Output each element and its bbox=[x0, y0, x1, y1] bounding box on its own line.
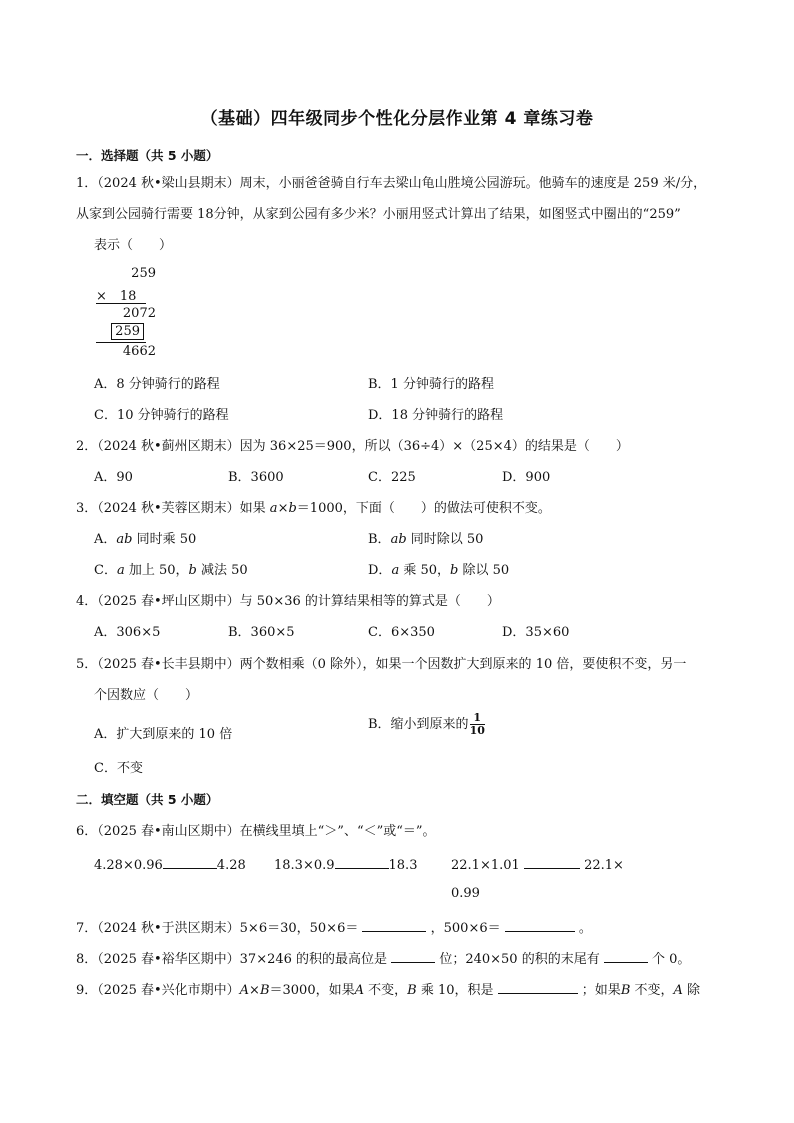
calc-partial-2-boxed bbox=[111, 324, 144, 339]
q2-option-d: D．900 bbox=[502, 470, 551, 485]
q9-text-2: 不变， bbox=[364, 983, 408, 998]
q7-blank-2[interactable] bbox=[505, 917, 575, 932]
q3-b-var: ab bbox=[390, 532, 407, 547]
section-heading-choice: 一．选择题（共 5 小题） bbox=[76, 148, 219, 163]
q8-blank-1[interactable] bbox=[391, 948, 435, 963]
calc-multiplicand: 259 bbox=[131, 266, 156, 281]
q1-option-a: A．8 分钟骑行的路程 bbox=[94, 377, 220, 392]
q6-blank-2[interactable] bbox=[335, 854, 389, 869]
q5-option-a: A．扩大到原来的 10 倍 bbox=[94, 727, 233, 742]
q3-a-text: 同时乘 50 bbox=[132, 532, 197, 547]
q9-text-4: ；如果 bbox=[581, 983, 621, 998]
q6-expr-1-right: 4.28 bbox=[216, 858, 246, 873]
page-title: （基础）四年级同步个性化分层作业第 4 章练习卷 bbox=[200, 109, 594, 129]
q5-b-fraction bbox=[470, 712, 485, 737]
q3-a-var: ab bbox=[116, 532, 133, 547]
q6-expr-3 bbox=[451, 854, 624, 873]
q8-prefix: 8．（2025 春•裕华区期中）37×246 的积的最高位是 bbox=[76, 952, 388, 967]
question-1 bbox=[76, 168, 726, 261]
q9-times: × bbox=[249, 983, 260, 998]
q7-blank-1[interactable] bbox=[362, 917, 426, 932]
q9-text-6: 除 bbox=[682, 983, 701, 998]
calc-rule-1 bbox=[96, 303, 146, 304]
q3-c-mid: 加上 50， bbox=[124, 563, 189, 578]
q6-expr-2-left: 18.3×0.9 bbox=[274, 858, 335, 873]
q6-expr-1 bbox=[94, 854, 246, 873]
q6-blank-3[interactable] bbox=[524, 854, 580, 869]
q3-b-text: 同时除以 50 bbox=[406, 532, 484, 547]
question-1-line-2: 从家到公园骑行需要 18分钟，从家到公园有多少米？小丽用竖式计算出了结果，如图竖式中圈出的“259” bbox=[76, 207, 681, 222]
q9-prefix: 9．（2025 春•兴化市期中） bbox=[76, 983, 240, 998]
q6-expr-2 bbox=[274, 854, 417, 873]
question-7 bbox=[76, 917, 592, 936]
q6-expr-3-right: 22.1× bbox=[584, 858, 624, 873]
q6-expr-3-continued: 0.99 bbox=[451, 886, 480, 901]
q3-c-var-b: b bbox=[188, 563, 197, 578]
calc-partial-1: 2072 bbox=[122, 306, 156, 321]
section-heading-fill: 二．填空题（共 5 小题） bbox=[76, 792, 219, 807]
q2-option-b: B．3600 bbox=[228, 470, 284, 485]
q3-times: × bbox=[277, 501, 289, 516]
q8-blank-2[interactable] bbox=[604, 948, 648, 963]
q9-var-b-3: B bbox=[620, 983, 631, 998]
calc-partial-2: 259 bbox=[111, 323, 144, 340]
q3-prefix: 3．（2024 秋•芙蓉区期末）如果 bbox=[76, 501, 270, 516]
q1-option-c: C．10 分钟骑行的路程 bbox=[94, 408, 229, 423]
q9-var-b-1: B bbox=[259, 983, 270, 998]
q9-var-a-1: A bbox=[239, 983, 250, 998]
q3-var-a: a bbox=[269, 501, 278, 516]
q6-blank-1[interactable] bbox=[163, 854, 217, 869]
q3-var-b: b bbox=[288, 501, 297, 516]
q9-var-a-2: A bbox=[354, 983, 364, 998]
q6-expr-1-left: 4.28×0.96 bbox=[94, 858, 163, 873]
question-3 bbox=[76, 497, 551, 516]
q3-c-letter: C． bbox=[94, 563, 117, 578]
question-6: 6．（2025 春•南山区期中）在横线里填上“＞”、“＜”或“＝”。 bbox=[76, 824, 436, 839]
question-5-line-1: 5．（2025 春•长丰县期中）两个数相乘（0 除外），如果一个因数扩大到原来的 10 倍，要使积不变，另一 bbox=[76, 657, 687, 672]
fraction-numerator: 1 bbox=[470, 712, 485, 725]
q3-option-c bbox=[94, 559, 248, 578]
q2-option-c: C．225 bbox=[368, 470, 416, 485]
fraction-denominator: 10 bbox=[469, 724, 485, 737]
q3-option-a bbox=[94, 528, 196, 547]
q9-var-b-2: B bbox=[407, 983, 417, 998]
question-2: 2．（2024 秋•蓟州区期末）因为 36×25＝900，所以（36÷4）×（25×4）的结果是（ ） bbox=[76, 439, 629, 454]
q9-var-a-3: A bbox=[673, 983, 683, 998]
question-4: 4．（2025 春•坪山区期中）与 50×36 的计算结果相等的算式是（ ） bbox=[76, 594, 500, 609]
q6-expr-3-left: 22.1×1.01 bbox=[451, 858, 520, 873]
q5-b-text: B．缩小到原来的 bbox=[368, 717, 469, 732]
q3-c-text: 减法 50 bbox=[196, 563, 248, 578]
q4-option-d: D．35×60 bbox=[502, 625, 570, 640]
q3-option-d bbox=[368, 559, 509, 578]
q5-option-c: C．不变 bbox=[94, 761, 143, 776]
q9-blank-1[interactable] bbox=[498, 979, 578, 994]
question-9 bbox=[76, 979, 700, 998]
q3-a-letter: A． bbox=[94, 532, 117, 547]
q3-b-letter: B． bbox=[368, 532, 391, 547]
q3-d-letter: D． bbox=[368, 563, 392, 578]
q2-option-a: A．90 bbox=[94, 470, 133, 485]
calc-multiplier: × 18 bbox=[96, 289, 137, 304]
q9-text-1: ＝3000，如果 bbox=[269, 983, 355, 998]
question-8 bbox=[76, 948, 690, 967]
q9-text-5: 不变， bbox=[630, 983, 674, 998]
q3-suffix: ＝1000，下面（ ）的做法可使积不变。 bbox=[296, 501, 551, 516]
question-5-line-2: 个因数应（ ） bbox=[94, 688, 199, 703]
question-1-line-3: 表示（ ） bbox=[94, 238, 173, 253]
q4-option-a: A．306×5 bbox=[94, 625, 161, 640]
q5-option-b bbox=[368, 712, 485, 737]
q3-option-b bbox=[368, 528, 483, 547]
q3-c-var-a: a bbox=[116, 563, 125, 578]
q8-suffix: 个 0。 bbox=[652, 952, 691, 967]
q7-middle: ，500×6＝ bbox=[430, 921, 501, 936]
q6-expr-2-right: 18.3 bbox=[388, 858, 418, 873]
q3-d-var-a: a bbox=[391, 563, 400, 578]
q3-d-text: 除以 50 bbox=[458, 563, 510, 578]
calc-product: 4662 bbox=[122, 344, 156, 359]
q7-suffix: 。 bbox=[578, 921, 592, 936]
q9-text-3: 乘 10，积是 bbox=[416, 983, 494, 998]
q4-option-c: C．6×350 bbox=[368, 625, 435, 640]
q4-option-b: B．360×5 bbox=[228, 625, 295, 640]
q8-middle: 位；240×50 的积的末尾有 bbox=[439, 952, 600, 967]
calc-rule-2 bbox=[96, 342, 146, 343]
q1-option-b: B．1 分钟骑行的路程 bbox=[368, 377, 494, 392]
q3-d-mid: 乘 50， bbox=[399, 563, 451, 578]
q7-prefix: 7．（2024 秋•于洪区期末）5×6＝30，50×6＝ bbox=[76, 921, 359, 936]
q1-option-d: D．18 分钟骑行的路程 bbox=[368, 408, 504, 423]
q3-d-var-b: b bbox=[450, 563, 459, 578]
question-1-line-1: 1．（2024 秋•梁山县期末）周末，小丽爸爸骑自行车去梁山龟山胜境公园游玩。他骑车的速度是 259 米/分， bbox=[76, 176, 707, 191]
